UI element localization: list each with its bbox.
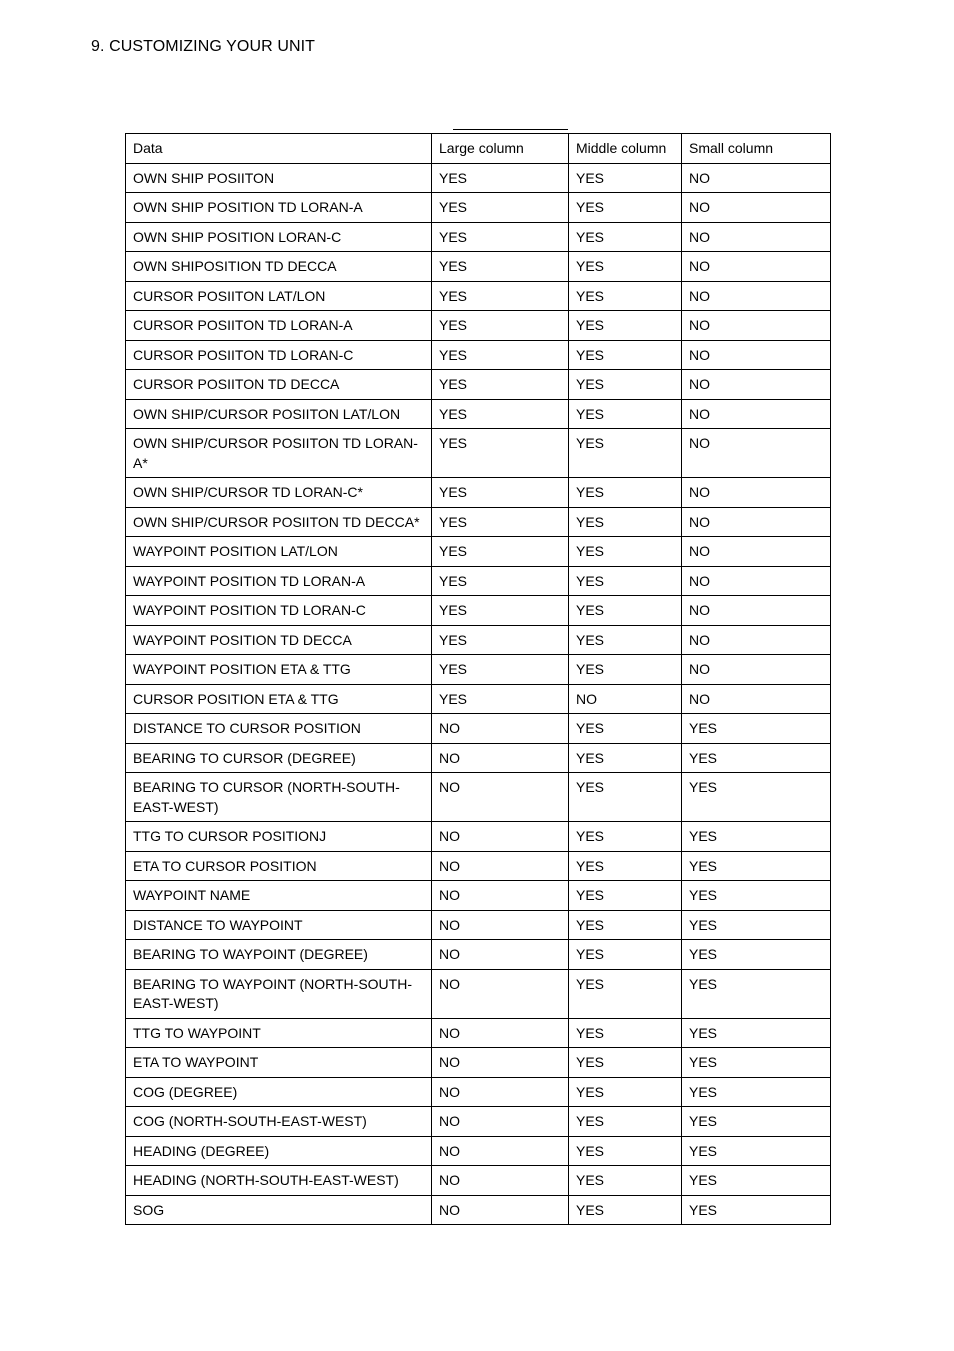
table-row (126, 881, 831, 911)
cell-large-column: NO (432, 1166, 569, 1196)
cell-data: WAYPOINT POSITION TD DECCA (126, 625, 432, 655)
cell-large-column: NO (432, 940, 569, 970)
cell-small-column: YES (682, 851, 831, 881)
cell-small-column: YES (682, 1136, 831, 1166)
cell-middle-column: YES (569, 1195, 682, 1225)
cell-large-column: NO (432, 1107, 569, 1137)
cell-middle-column: YES (569, 1018, 682, 1048)
cell-data: CURSOR POSIITON TD LORAN-C (126, 340, 432, 370)
table-row (126, 193, 831, 223)
cell-large-column: NO (432, 714, 569, 744)
cell-small-column: YES (682, 773, 831, 822)
cell-small-column: YES (682, 881, 831, 911)
cell-small-column: YES (682, 940, 831, 970)
cell-large-column: YES (432, 252, 569, 282)
table-row (126, 773, 831, 822)
cell-data: WAYPOINT POSITION LAT/LON (126, 537, 432, 567)
table-row (126, 507, 831, 537)
cell-middle-column: YES (569, 596, 682, 626)
cell-large-column: YES (432, 655, 569, 685)
cell-small-column: NO (682, 596, 831, 626)
cell-small-column: YES (682, 1195, 831, 1225)
table-row (126, 281, 831, 311)
table-row (126, 222, 831, 252)
cell-data: OWN SHIP/CURSOR POSIITON LAT/LON (126, 399, 432, 429)
cell-data: CURSOR POSIITON TD DECCA (126, 370, 432, 400)
cell-data: WAYPOINT POSITION ETA & TTG (126, 655, 432, 685)
cell-middle-column: YES (569, 340, 682, 370)
cell-middle-column: YES (569, 881, 682, 911)
cell-data: OWN SHIP POSITION LORAN-C (126, 222, 432, 252)
cell-large-column: YES (432, 596, 569, 626)
cell-middle-column: YES (569, 370, 682, 400)
cell-data: WAYPOINT POSITION TD LORAN-A (126, 566, 432, 596)
cell-middle-column: YES (569, 1136, 682, 1166)
cell-middle-column: YES (569, 537, 682, 567)
cell-small-column: YES (682, 1107, 831, 1137)
cell-large-column: NO (432, 822, 569, 852)
cell-large-column: YES (432, 340, 569, 370)
cell-large-column: YES (432, 478, 569, 508)
cell-middle-column: YES (569, 507, 682, 537)
cell-data: OWN SHIP POSITION TD LORAN-A (126, 193, 432, 223)
table-row (126, 851, 831, 881)
table-row (126, 940, 831, 970)
cell-middle-column: YES (569, 429, 682, 478)
table-row (126, 566, 831, 596)
table-row (126, 822, 831, 852)
cell-middle-column: YES (569, 910, 682, 940)
cell-small-column: NO (682, 655, 831, 685)
cell-small-column: NO (682, 163, 831, 193)
cell-large-column: YES (432, 625, 569, 655)
cell-small-column: NO (682, 684, 831, 714)
header-data: Data (126, 134, 432, 164)
cell-large-column: NO (432, 1048, 569, 1078)
cell-large-column: NO (432, 773, 569, 822)
cell-data: OWN SHIP POSIITON (126, 163, 432, 193)
header-large-column: Large column (432, 134, 569, 164)
table-row (126, 625, 831, 655)
table-row (126, 714, 831, 744)
cell-middle-column: YES (569, 655, 682, 685)
cell-middle-column: YES (569, 252, 682, 282)
cell-data: BEARING TO WAYPOINT (DEGREE) (126, 940, 432, 970)
cell-middle-column: YES (569, 743, 682, 773)
table-row (126, 969, 831, 1018)
cell-data: OWN SHIP/CURSOR POSIITON TD LORAN-A* (126, 429, 432, 478)
cell-small-column: NO (682, 507, 831, 537)
table-row (126, 399, 831, 429)
cell-data: TTG TO WAYPOINT (126, 1018, 432, 1048)
cell-small-column: NO (682, 340, 831, 370)
cell-middle-column: YES (569, 193, 682, 223)
cell-small-column: NO (682, 566, 831, 596)
header-small-column: Small column (682, 134, 831, 164)
cell-data: BEARING TO CURSOR (DEGREE) (126, 743, 432, 773)
table-row (126, 340, 831, 370)
cell-middle-column: YES (569, 222, 682, 252)
cell-middle-column: YES (569, 163, 682, 193)
cell-data: COG (DEGREE) (126, 1077, 432, 1107)
page-heading: 9. CUSTOMIZING YOUR UNIT (91, 38, 316, 55)
cell-small-column: NO (682, 281, 831, 311)
table-row (126, 743, 831, 773)
cell-middle-column: YES (569, 714, 682, 744)
cell-middle-column: NO (569, 684, 682, 714)
cell-large-column: YES (432, 311, 569, 341)
cell-large-column: YES (432, 222, 569, 252)
table-row (126, 910, 831, 940)
table-row (126, 370, 831, 400)
table-row (126, 478, 831, 508)
cell-data: HEADING (DEGREE) (126, 1136, 432, 1166)
cell-small-column: YES (682, 1077, 831, 1107)
cell-small-column: YES (682, 714, 831, 744)
cell-middle-column: YES (569, 969, 682, 1018)
cell-large-column: NO (432, 1077, 569, 1107)
cell-middle-column: YES (569, 1107, 682, 1137)
cell-large-column: YES (432, 684, 569, 714)
cell-large-column: NO (432, 910, 569, 940)
cell-middle-column: YES (569, 1166, 682, 1196)
cell-small-column: NO (682, 193, 831, 223)
cell-data: DISTANCE TO WAYPOINT (126, 910, 432, 940)
header-middle-column: Middle column (569, 134, 682, 164)
table-row (126, 1077, 831, 1107)
cell-large-column: NO (432, 1136, 569, 1166)
cell-data: OWN SHIP/CURSOR POSIITON TD DECCA* (126, 507, 432, 537)
cell-small-column: NO (682, 625, 831, 655)
cell-data: ETA TO WAYPOINT (126, 1048, 432, 1078)
table-row (126, 1048, 831, 1078)
cell-data: BEARING TO CURSOR (NORTH-SOUTH-EAST-WEST) (126, 773, 432, 822)
table-row (126, 429, 831, 478)
cell-middle-column: YES (569, 566, 682, 596)
cell-data: TTG TO CURSOR POSITIONJ (126, 822, 432, 852)
cell-data: WAYPOINT POSITION TD LORAN-C (126, 596, 432, 626)
cell-middle-column: YES (569, 625, 682, 655)
data-availability-table (125, 133, 831, 1225)
header-rule-divider (453, 129, 568, 130)
table-row (126, 163, 831, 193)
cell-data: HEADING (NORTH-SOUTH-EAST-WEST) (126, 1166, 432, 1196)
cell-small-column: NO (682, 478, 831, 508)
cell-middle-column: YES (569, 940, 682, 970)
table-row (126, 311, 831, 341)
cell-data: SOG (126, 1195, 432, 1225)
table-row (126, 1107, 831, 1137)
cell-middle-column: YES (569, 1048, 682, 1078)
cell-small-column: NO (682, 429, 831, 478)
cell-small-column: NO (682, 399, 831, 429)
cell-data: CURSOR POSITION ETA & TTG (126, 684, 432, 714)
table-row (126, 1166, 831, 1196)
cell-small-column: YES (682, 1166, 831, 1196)
cell-data: OWN SHIP/CURSOR TD LORAN-C* (126, 478, 432, 508)
cell-data: OWN SHIPOSITION TD DECCA (126, 252, 432, 282)
table-header-row (126, 134, 831, 164)
cell-large-column: YES (432, 281, 569, 311)
cell-small-column: YES (682, 822, 831, 852)
cell-large-column: NO (432, 1195, 569, 1225)
table-row (126, 655, 831, 685)
cell-small-column: YES (682, 743, 831, 773)
table-body (126, 163, 831, 1225)
cell-small-column: NO (682, 311, 831, 341)
cell-small-column: YES (682, 1018, 831, 1048)
cell-large-column: YES (432, 399, 569, 429)
cell-large-column: NO (432, 743, 569, 773)
cell-large-column: NO (432, 969, 569, 1018)
cell-data: CURSOR POSIITON LAT/LON (126, 281, 432, 311)
cell-small-column: NO (682, 537, 831, 567)
cell-large-column: YES (432, 163, 569, 193)
cell-large-column: YES (432, 507, 569, 537)
cell-small-column: NO (682, 370, 831, 400)
cell-small-column: YES (682, 969, 831, 1018)
cell-middle-column: YES (569, 281, 682, 311)
cell-middle-column: YES (569, 311, 682, 341)
cell-data: BEARING TO WAYPOINT (NORTH-SOUTH-EAST-WEST) (126, 969, 432, 1018)
cell-middle-column: YES (569, 822, 682, 852)
cell-large-column: YES (432, 193, 569, 223)
cell-small-column: NO (682, 222, 831, 252)
cell-small-column: YES (682, 1048, 831, 1078)
cell-large-column: YES (432, 429, 569, 478)
cell-middle-column: YES (569, 773, 682, 822)
table-row (126, 1018, 831, 1048)
cell-large-column: YES (432, 370, 569, 400)
cell-large-column: NO (432, 851, 569, 881)
cell-data: COG (NORTH-SOUTH-EAST-WEST) (126, 1107, 432, 1137)
cell-middle-column: YES (569, 399, 682, 429)
cell-large-column: NO (432, 1018, 569, 1048)
table-row (126, 252, 831, 282)
cell-large-column: YES (432, 537, 569, 567)
table-row (126, 537, 831, 567)
cell-large-column: YES (432, 566, 569, 596)
cell-middle-column: YES (569, 478, 682, 508)
cell-data: ETA TO CURSOR POSITION (126, 851, 432, 881)
cell-small-column: YES (682, 910, 831, 940)
cell-large-column: NO (432, 881, 569, 911)
cell-data: CURSOR POSIITON TD LORAN-A (126, 311, 432, 341)
table-row (126, 596, 831, 626)
table-row (126, 1136, 831, 1166)
table-row (126, 1195, 831, 1225)
cell-small-column: NO (682, 252, 831, 282)
table-row (126, 684, 831, 714)
cell-middle-column: YES (569, 1077, 682, 1107)
cell-data: WAYPOINT NAME (126, 881, 432, 911)
cell-middle-column: YES (569, 851, 682, 881)
cell-data: DISTANCE TO CURSOR POSITION (126, 714, 432, 744)
